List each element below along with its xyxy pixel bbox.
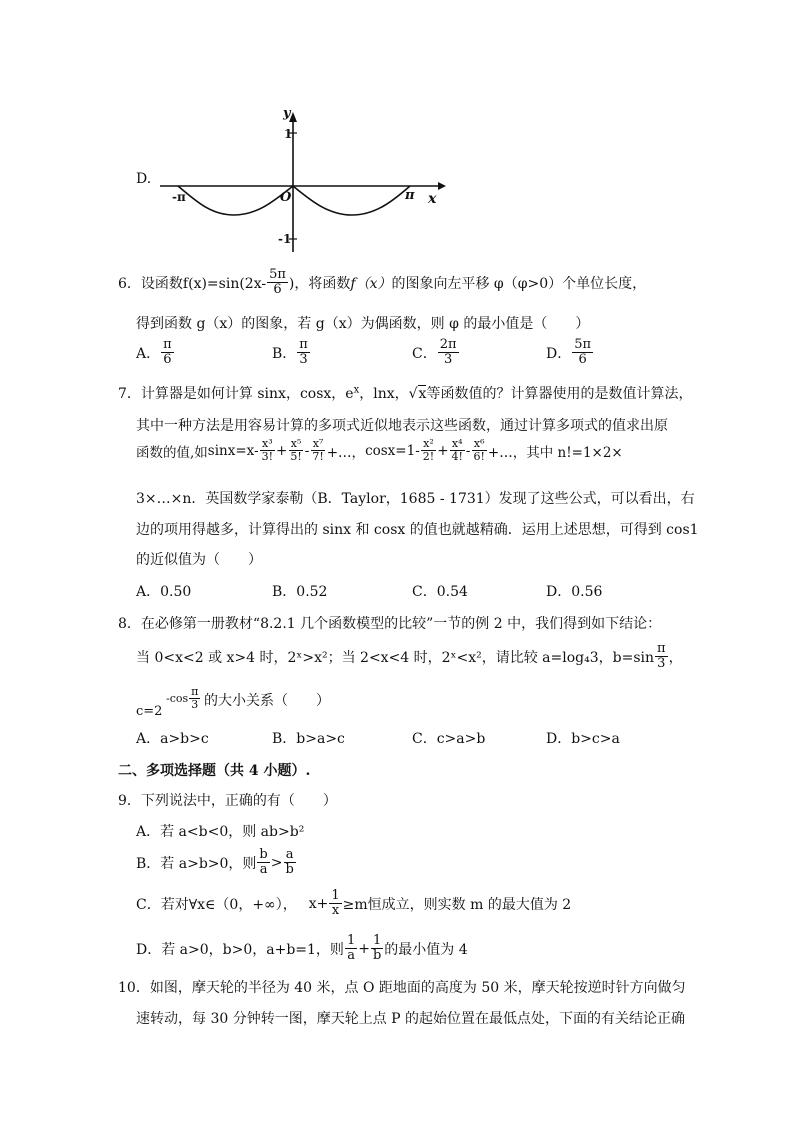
q7-option-a[interactable]: A．0.50 bbox=[136, 584, 192, 600]
q9-option-b[interactable]: B．若 a>b>0，则 $\frac{b}{a}$ > $\frac{a}{b}$ bbox=[136, 847, 294, 877]
q6-frac: $\frac{5\pi}{6}$ bbox=[269, 267, 286, 297]
sine-graph bbox=[150, 100, 450, 260]
q9-stem: 9．下列说法中，正确的有（ ） bbox=[118, 793, 337, 809]
q7-line6: 的近似值为（ ） bbox=[136, 552, 262, 568]
q6-line1: 6． 设函数f(x)=sin(2x- $\frac{5\pi}{6}$ )，将函数 f（x） 的图象向左平移 φ（φ>0）个单位长度， bbox=[118, 267, 647, 297]
graph-x-label: x bbox=[428, 191, 437, 207]
q9-option-d[interactable]: D．若 a>0，b>0，a+b=1，则 $\frac{1}{a}$ + $\frac{1}{b}$ 的最小值为 4 bbox=[136, 933, 468, 963]
section-heading: 二、多项选择题（共 4 小题）. bbox=[118, 763, 311, 779]
q6-option-c[interactable]: C． $\frac{2\pi}{3}$ bbox=[412, 337, 457, 367]
q8-number: 8． bbox=[118, 616, 141, 632]
q8-line1: 8．在必修第一册教材“8.2.1 几个函数模型的比较”一节的例 2 中，我们得到如下结论： bbox=[118, 616, 662, 632]
q8-option-d[interactable]: D．b>c>a bbox=[546, 731, 620, 747]
q6-option-a[interactable]: A． $\frac{\pi}{6}$ bbox=[136, 337, 172, 367]
q6-line2: 得到函数 g（x）的图象，若 g（x）为偶函数，则 φ 的最小值是（ ） bbox=[136, 316, 590, 332]
q7-option-b[interactable]: B．0.52 bbox=[272, 584, 328, 600]
curve bbox=[178, 186, 410, 215]
q6-option-b[interactable]: B． $\frac{\pi}{3}$ bbox=[272, 337, 308, 367]
q6-option-d[interactable]: D． $\frac{5\pi}{6}$ bbox=[546, 337, 592, 367]
q8-option-a[interactable]: A．a>b>c bbox=[136, 731, 209, 747]
q7-line1: 7．计算器是如何计算 sinx，cosx，$e^x$，lnx，√x等函数值的？计算器使用的是数值计算法， bbox=[118, 384, 693, 402]
q10-number: 10． bbox=[118, 980, 150, 996]
x-axis-arrow bbox=[438, 182, 446, 190]
q7-option-c[interactable]: C．0.54 bbox=[412, 584, 468, 600]
q8-option-b[interactable]: B．b>a>c bbox=[272, 731, 345, 747]
graph-pos-pi-label: π bbox=[405, 188, 415, 203]
q10-line1: 10．如图，摩天轮的半径为 40 米，点 O 距地面的高度为 50 米，摩天轮按逆时针方向做匀 bbox=[118, 980, 686, 996]
graph-neg-pi-label: -π bbox=[172, 190, 186, 204]
q6-options bbox=[136, 338, 736, 374]
q9-option-c[interactable]: C．若对∀x∈（0，+∞）， x+ $\frac{1}{x}$ ≥m恒成立，则实数 m 的最大值为 2 bbox=[136, 888, 572, 918]
graph-tick-neg-label: -1 bbox=[278, 232, 292, 246]
q7-number: 7． bbox=[118, 386, 141, 402]
q9-number: 9． bbox=[118, 793, 141, 809]
q8-option-c[interactable]: C．c>a>b bbox=[412, 731, 486, 747]
q7-line3: 函数的值,如 sinx=x- $\frac{\text{x³}}{3!}$ + $\frac{\text{x⁵}}{5!}$ - $\frac{\text{x⁷}}{7!}$ +…， cosx=1- $\frac{\text{x²}}{2!}$ + $\frac{\text{x⁴}}{4!}$ - $\frac{\text{x⁶}}{6!}$ +…，其中 n!=1×2× bbox=[136, 437, 623, 463]
q7-line4: 3×…×n．英国数学家泰勒（B．Taylor，1685 - 1731）发现了这些公式，可以看出，右 bbox=[136, 491, 695, 507]
q6-number: 6． bbox=[118, 275, 141, 292]
q7-option-d[interactable]: D．0.56 bbox=[546, 584, 603, 600]
graph-option-label: D. bbox=[136, 171, 152, 187]
q7-line2: 其中一种方法是用容易计算的多项式近似地表示这些函数，通过计算多项式的值求出原 bbox=[136, 418, 668, 434]
graph-origin-label: O bbox=[280, 190, 292, 205]
q10-line2: 速转动，每 30 分钟转一图，摩天轮上点 P 的起始位置在最低点处，下面的有关结论正确 bbox=[136, 1011, 686, 1027]
graph-tick-pos-label: 1 bbox=[284, 127, 293, 141]
q7-line5: 边的项用得越多，计算得出的 sinx 和 cosx 的值也就越精确．运用上述思想，可得到 cos1 bbox=[136, 522, 699, 538]
q8-line2: 当 0<x<2 或 x>4 时，2ˣ>x²；当 2<x<4 时，2ˣ<x²，请比较 a=log₄3，b=sin $\frac{\pi}{3}$ ， bbox=[136, 641, 683, 671]
graph-y-label: y bbox=[283, 106, 291, 121]
q9-option-a[interactable]: A．若 a<b<0，则 ab>b² bbox=[136, 824, 305, 840]
